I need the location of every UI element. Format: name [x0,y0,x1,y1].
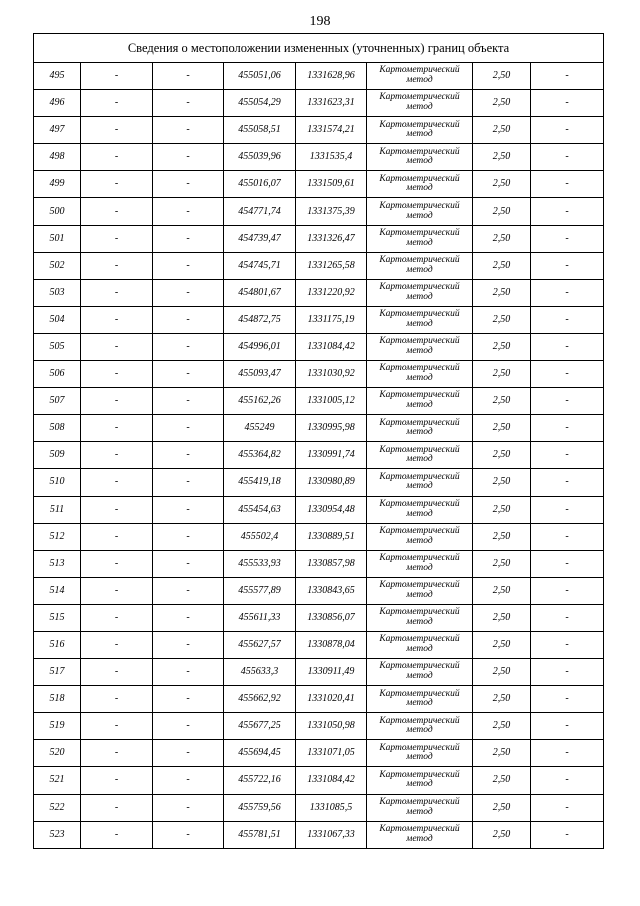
method-cell: Картометрический метод [367,442,473,469]
new-x-cell: 455502,4 [224,523,296,550]
method-cell: Картометрический метод [367,767,473,794]
method-cell: Картометрический метод [367,225,473,252]
method-cell: Картометрический метод [367,388,473,415]
new-y-cell: 1330856,07 [296,604,367,631]
new-x-cell: 454872,75 [224,306,296,333]
new-y-cell: 1331030,92 [296,361,367,388]
description-cell: - [531,90,604,117]
accuracy-cell: 2,50 [473,279,531,306]
old-x-cell: - [81,333,153,360]
table-row [34,144,604,171]
new-x-cell: 455162,26 [224,388,296,415]
accuracy-cell: 2,50 [473,713,531,740]
accuracy-cell: 2,50 [473,333,531,360]
old-y-cell: - [153,306,224,333]
description-cell: - [531,523,604,550]
table-title: Сведения о местоположении измененных (уточненных) границ объекта [34,34,604,63]
table-row [34,659,604,686]
accuracy-cell: 2,50 [473,117,531,144]
new-y-cell: 1331326,47 [296,225,367,252]
old-y-cell: - [153,469,224,496]
old-y-cell: - [153,442,224,469]
point-number-cell: 505 [34,333,81,360]
old-y-cell: - [153,225,224,252]
method-cell: Картометрический метод [367,306,473,333]
old-x-cell: - [81,90,153,117]
table-row [34,333,604,360]
method-cell: Картометрический метод [367,604,473,631]
table-row [34,631,604,658]
method-cell: Картометрический метод [367,198,473,225]
new-x-cell: 455759,56 [224,794,296,821]
point-number-cell: 496 [34,90,81,117]
point-number-cell: 504 [34,306,81,333]
description-cell: - [531,496,604,523]
accuracy-cell: 2,50 [473,415,531,442]
new-y-cell: 1331020,41 [296,686,367,713]
new-x-cell: 454996,01 [224,333,296,360]
new-y-cell: 1330954,48 [296,496,367,523]
table-row [34,523,604,550]
accuracy-cell: 2,50 [473,252,531,279]
new-y-cell: 1331175,19 [296,306,367,333]
old-y-cell: - [153,252,224,279]
accuracy-cell: 2,50 [473,198,531,225]
new-x-cell: 455051,06 [224,63,296,90]
point-number-cell: 516 [34,631,81,658]
page-number: 198 [309,14,331,29]
old-x-cell: - [81,550,153,577]
table-row [34,171,604,198]
table-row [34,821,604,848]
accuracy-cell: 2,50 [473,631,531,658]
accuracy-cell: 2,50 [473,171,531,198]
old-x-cell: - [81,713,153,740]
table-row [34,496,604,523]
description-cell: - [531,631,604,658]
accuracy-cell: 2,50 [473,306,531,333]
new-y-cell: 1331071,05 [296,740,367,767]
table-row [34,767,604,794]
old-y-cell: - [153,794,224,821]
new-y-cell: 1331574,21 [296,117,367,144]
old-x-cell: - [81,144,153,171]
old-x-cell: - [81,523,153,550]
method-cell: Картометрический метод [367,550,473,577]
table-row [34,794,604,821]
table-row [34,604,604,631]
method-cell: Картометрический метод [367,794,473,821]
new-x-cell: 455016,07 [224,171,296,198]
method-cell: Картометрический метод [367,577,473,604]
old-x-cell: - [81,686,153,713]
point-number-cell: 519 [34,713,81,740]
point-number-cell: 521 [34,767,81,794]
description-cell: - [531,198,604,225]
method-cell: Картометрический метод [367,117,473,144]
description-cell: - [531,659,604,686]
old-x-cell: - [81,469,153,496]
boundary-coordinates-table [33,33,604,849]
old-y-cell: - [153,821,224,848]
new-y-cell: 1331005,12 [296,388,367,415]
new-x-cell: 455627,57 [224,631,296,658]
new-y-cell: 1330991,74 [296,442,367,469]
old-x-cell: - [81,252,153,279]
old-y-cell: - [153,604,224,631]
old-x-cell: - [81,225,153,252]
method-cell: Картометрический метод [367,279,473,306]
table-row [34,442,604,469]
new-x-cell: 455611,33 [224,604,296,631]
old-x-cell: - [81,117,153,144]
point-number-cell: 495 [34,63,81,90]
table-row [34,577,604,604]
accuracy-cell: 2,50 [473,821,531,848]
old-y-cell: - [153,577,224,604]
old-y-cell: - [153,713,224,740]
table-row [34,713,604,740]
point-number-cell: 518 [34,686,81,713]
new-y-cell: 1330995,98 [296,415,367,442]
method-cell: Картометрический метод [367,469,473,496]
point-number-cell: 522 [34,794,81,821]
old-y-cell: - [153,659,224,686]
accuracy-cell: 2,50 [473,63,531,90]
table-row [34,90,604,117]
method-cell: Картометрический метод [367,631,473,658]
new-x-cell: 455039,96 [224,144,296,171]
point-number-cell: 517 [34,659,81,686]
accuracy-cell: 2,50 [473,659,531,686]
point-number-cell: 512 [34,523,81,550]
new-x-cell: 455454,63 [224,496,296,523]
old-x-cell: - [81,388,153,415]
old-x-cell: - [81,577,153,604]
table-row [34,740,604,767]
new-y-cell: 1330980,89 [296,469,367,496]
method-cell: Картометрический метод [367,523,473,550]
new-y-cell: 1331067,33 [296,821,367,848]
point-number-cell: 507 [34,388,81,415]
method-cell: Картометрический метод [367,713,473,740]
method-cell: Картометрический метод [367,415,473,442]
new-y-cell: 1330843,65 [296,577,367,604]
old-y-cell: - [153,550,224,577]
old-y-cell: - [153,117,224,144]
new-y-cell: 1330911,49 [296,659,367,686]
accuracy-cell: 2,50 [473,767,531,794]
old-y-cell: - [153,686,224,713]
description-cell: - [531,388,604,415]
old-y-cell: - [153,631,224,658]
description-cell: - [531,821,604,848]
description-cell: - [531,794,604,821]
accuracy-cell: 2,50 [473,604,531,631]
old-x-cell: - [81,767,153,794]
new-x-cell: 455054,29 [224,90,296,117]
description-cell: - [531,686,604,713]
table-title-row [34,34,604,63]
description-cell: - [531,117,604,144]
method-cell: Картометрический метод [367,171,473,198]
new-x-cell: 455633,3 [224,659,296,686]
new-x-cell: 455364,82 [224,442,296,469]
description-cell: - [531,604,604,631]
new-y-cell: 1331265,58 [296,252,367,279]
description-cell: - [531,279,604,306]
table-row [34,361,604,388]
old-y-cell: - [153,767,224,794]
table-row [34,686,604,713]
old-x-cell: - [81,442,153,469]
new-x-cell: 455577,89 [224,577,296,604]
old-x-cell: - [81,794,153,821]
point-number-cell: 503 [34,279,81,306]
point-number-cell: 500 [34,198,81,225]
old-x-cell: - [81,821,153,848]
description-cell: - [531,550,604,577]
old-y-cell: - [153,740,224,767]
accuracy-cell: 2,50 [473,794,531,821]
point-number-cell: 509 [34,442,81,469]
description-cell: - [531,333,604,360]
table-row [34,117,604,144]
point-number-cell: 499 [34,171,81,198]
method-cell: Картометрический метод [367,90,473,117]
table-row [34,252,604,279]
old-x-cell: - [81,361,153,388]
accuracy-cell: 2,50 [473,90,531,117]
point-number-cell: 497 [34,117,81,144]
old-y-cell: - [153,171,224,198]
description-cell: - [531,252,604,279]
description-cell: - [531,63,604,90]
description-cell: - [531,469,604,496]
description-cell: - [531,577,604,604]
accuracy-cell: 2,50 [473,225,531,252]
table-row [34,279,604,306]
description-cell: - [531,171,604,198]
accuracy-cell: 2,50 [473,469,531,496]
new-x-cell: 454771,74 [224,198,296,225]
point-number-cell: 511 [34,496,81,523]
method-cell: Картометрический метод [367,144,473,171]
new-y-cell: 1331220,92 [296,279,367,306]
point-number-cell: 510 [34,469,81,496]
method-cell: Картометрический метод [367,740,473,767]
old-x-cell: - [81,631,153,658]
accuracy-cell: 2,50 [473,442,531,469]
point-number-cell: 508 [34,415,81,442]
new-x-cell: 455722,16 [224,767,296,794]
old-x-cell: - [81,496,153,523]
method-cell: Картометрический метод [367,333,473,360]
table-row [34,63,604,90]
point-number-cell: 514 [34,577,81,604]
new-x-cell: 455662,92 [224,686,296,713]
new-x-cell: 454739,47 [224,225,296,252]
old-y-cell: - [153,63,224,90]
description-cell: - [531,442,604,469]
table-row [34,469,604,496]
new-y-cell: 1330857,98 [296,550,367,577]
accuracy-cell: 2,50 [473,523,531,550]
method-cell: Картометрический метод [367,63,473,90]
accuracy-cell: 2,50 [473,496,531,523]
new-x-cell: 455058,51 [224,117,296,144]
old-x-cell: - [81,63,153,90]
description-cell: - [531,306,604,333]
accuracy-cell: 2,50 [473,550,531,577]
new-x-cell: 455249 [224,415,296,442]
old-x-cell: - [81,604,153,631]
accuracy-cell: 2,50 [473,144,531,171]
old-y-cell: - [153,144,224,171]
method-cell: Картометрический метод [367,361,473,388]
new-x-cell: 455694,45 [224,740,296,767]
new-y-cell: 1331085,5 [296,794,367,821]
description-cell: - [531,225,604,252]
description-cell: - [531,415,604,442]
new-y-cell: 1331509,61 [296,171,367,198]
point-number-cell: 506 [34,361,81,388]
point-number-cell: 523 [34,821,81,848]
new-y-cell: 1331628,96 [296,63,367,90]
old-y-cell: - [153,279,224,306]
new-y-cell: 1330878,04 [296,631,367,658]
method-cell: Картометрический метод [367,659,473,686]
table-row [34,306,604,333]
point-number-cell: 502 [34,252,81,279]
new-x-cell: 454801,67 [224,279,296,306]
description-cell: - [531,713,604,740]
new-y-cell: 1330889,51 [296,523,367,550]
point-number-cell: 515 [34,604,81,631]
method-cell: Картометрический метод [367,686,473,713]
old-x-cell: - [81,659,153,686]
accuracy-cell: 2,50 [473,388,531,415]
table-row [34,550,604,577]
description-cell: - [531,361,604,388]
old-x-cell: - [81,740,153,767]
accuracy-cell: 2,50 [473,740,531,767]
accuracy-cell: 2,50 [473,577,531,604]
new-x-cell: 455093,47 [224,361,296,388]
accuracy-cell: 2,50 [473,686,531,713]
new-y-cell: 1331375,39 [296,198,367,225]
new-y-cell: 1331535,4 [296,144,367,171]
old-y-cell: - [153,388,224,415]
old-x-cell: - [81,279,153,306]
old-x-cell: - [81,171,153,198]
accuracy-cell: 2,50 [473,361,531,388]
new-x-cell: 455677,25 [224,713,296,740]
new-x-cell: 455419,18 [224,469,296,496]
new-y-cell: 1331084,42 [296,333,367,360]
new-y-cell: 1331623,31 [296,90,367,117]
method-cell: Картометрический метод [367,496,473,523]
point-number-cell: 513 [34,550,81,577]
new-x-cell: 455533,93 [224,550,296,577]
table-row [34,225,604,252]
old-x-cell: - [81,415,153,442]
old-y-cell: - [153,523,224,550]
old-x-cell: - [81,198,153,225]
new-y-cell: 1331084,42 [296,767,367,794]
method-cell: Картометрический метод [367,252,473,279]
old-y-cell: - [153,496,224,523]
point-number-cell: 501 [34,225,81,252]
new-x-cell: 454745,71 [224,252,296,279]
point-number-cell: 520 [34,740,81,767]
old-y-cell: - [153,90,224,117]
description-cell: - [531,740,604,767]
old-y-cell: - [153,415,224,442]
method-cell: Картометрический метод [367,821,473,848]
old-y-cell: - [153,333,224,360]
table-row [34,388,604,415]
description-cell: - [531,767,604,794]
description-cell: - [531,144,604,171]
table-row [34,198,604,225]
table-row [34,415,604,442]
point-number-cell: 498 [34,144,81,171]
new-x-cell: 455781,51 [224,821,296,848]
old-y-cell: - [153,198,224,225]
old-y-cell: - [153,361,224,388]
old-x-cell: - [81,306,153,333]
new-y-cell: 1331050,98 [296,713,367,740]
